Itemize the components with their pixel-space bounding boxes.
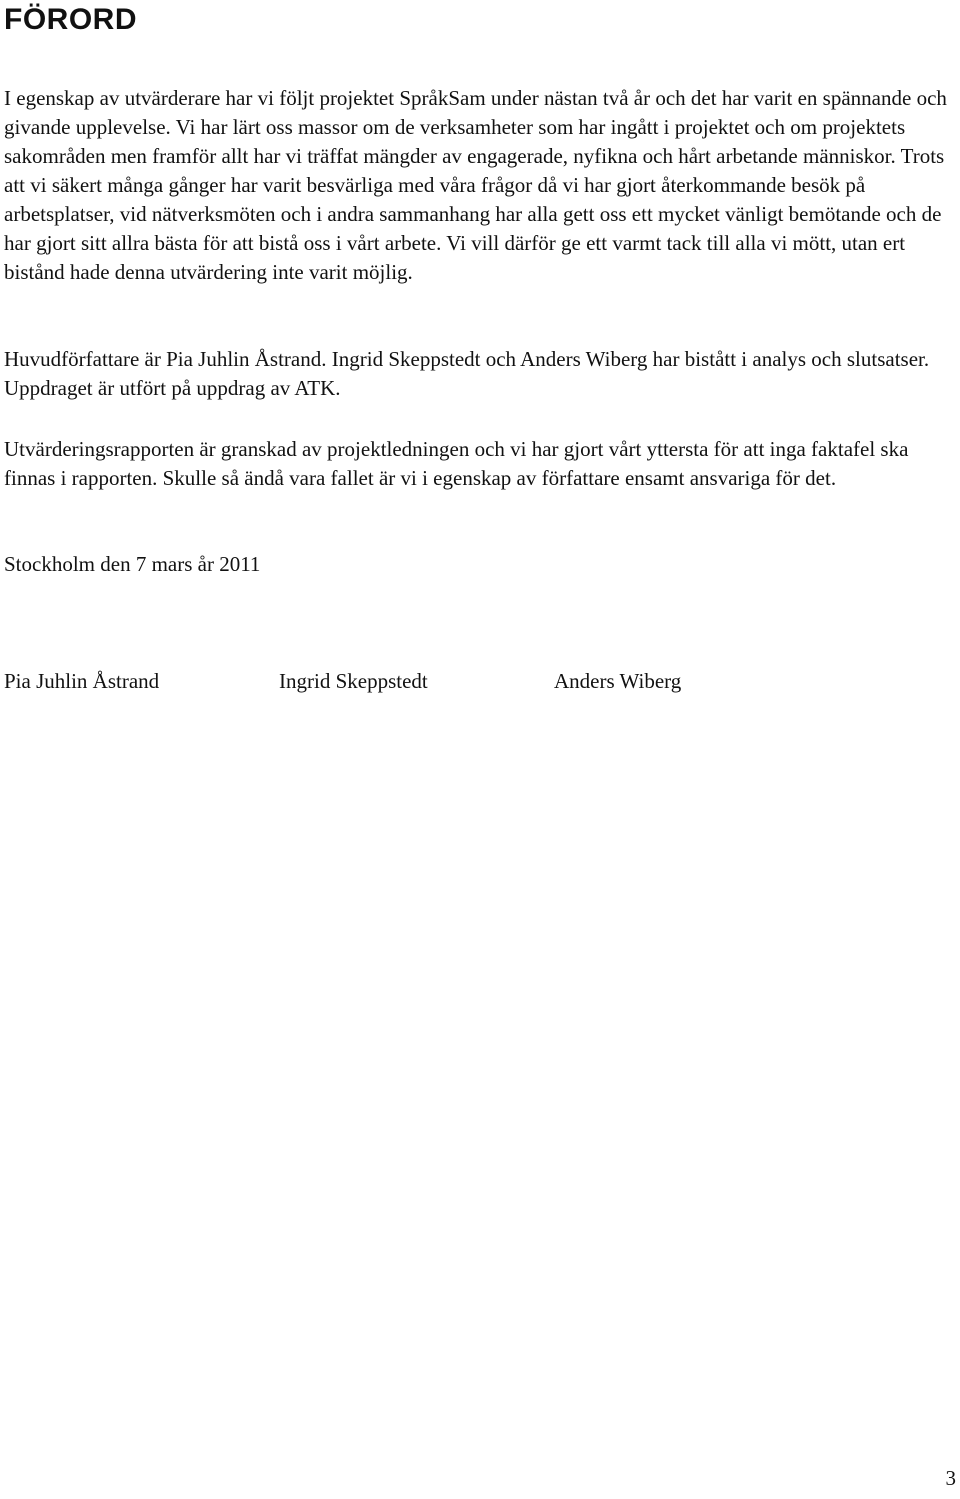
page-title: FÖRORD [4,3,137,36]
signature-name: Anders Wiberg [554,669,682,693]
paragraph-authors: Huvudförfattare är Pia Juhlin Åstrand. Ingrid Skeppstedt och Anders Wiberg har bistått i analys och slutsatser. Uppdraget är utfört på uppdrag av ATK. [4,347,930,400]
date-line: Stockholm den 7 mars år 2011 [4,552,261,576]
page-number: 3 [945,1466,956,1490]
paragraph-acknowledgement: I egenskap av utvärderare har vi följt projektet SpråkSam under nästan två år och det har varit en spännande och givande upplevelse. Vi har lärt oss massor om de verksamheter som har ingått i projektet och om projektets sakområden men framför allt har vi träffat mängder av engagerade, nyfikna och hårt arbetande människor. Trots att vi säkert många gånger har varit besvärliga med våra frågor då vi har gjort återkommande besök på arbetsplatser, vid nätverksmöten och i andra sammanhang har alla gett oss ett mycket vänligt bemötande och de har gjort sitt allra bästa för att bistå oss i vårt arbete. Vi vill därför ge ett varmt tack till alla vi mött, utan ert bistånd hade denna utvärdering inte varit möjlig. [4,86,947,284]
paragraph-review: Utvärderingsrapporten är granskad av projektledningen och vi har gjort vårt yttersta för att inga faktafel ska finnas i rapporten. Skulle så ändå vara fallet är vi i egenskap av författare ensamt ansvariga för det. [4,437,909,490]
signature-name: Ingrid Skeppstedt [279,669,428,693]
signature-name: Pia Juhlin Åstrand [4,669,160,693]
